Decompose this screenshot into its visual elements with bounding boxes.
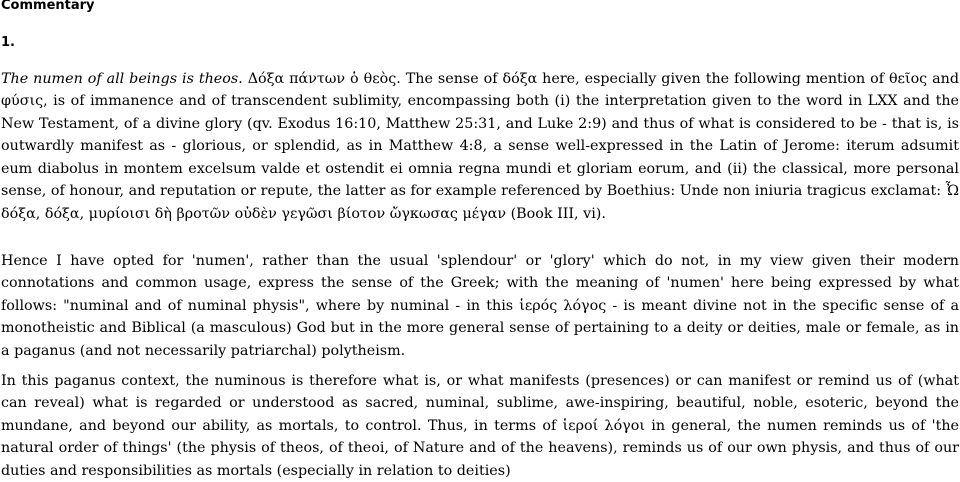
- paragraph-1-lead: The numen of all beings is theos.: [1, 71, 243, 87]
- paragraph-1-greek-lead: Δόξα πάντων ὁ θεὸς.: [247, 71, 401, 87]
- section-number: 1.: [1, 35, 15, 50]
- page-title: Commentary: [1, 0, 95, 13]
- paragraph-3: In this paganus context, the numinous is therefore what is, or what manifests (presences) or can manifest or remind us of (what can reveal) what is regarded or understood as sacred, numinal, sublime, awe-inspiring, beautiful, noble, esoteric, beyond the mundane, and beyond our ability, as mortals, to control. Thus, in terms of ἱεροί λόγοι in general, the numen reminds us of 'the natural order of things' (the physis of theos, of theoi, of Nature and of the heavens), reminds us of our own physis, and thus of our duties and responsibilities as mortals (especially in relation to deities): [1, 373, 959, 479]
- paragraph-1-body: The sense of δόξα here, especially given the following mention of θεῖος and φύσις, is of immanence and of transcendent sublimity, encompassing both (i) the interpretation given to the word in LXX and the New Testament, of a divine glory (qv. Exodus 16:10, Matthew 25:31, and Luke 2:9) and thus of what is considered to be - that is, is outwardly manifest as - glorious, or splendid, as in Matthew 4:8, a sense well-expressed in the Latin of Jerome: iterum adsumit eum diabolus in montem excelsum valde et ostendit ei omnia regna mundi et gloriam eorum, and (ii) the classical, more personal sense, of honour, and reputation or repute, the latter as for example referenced by Boethius: Unde non iniuria tragicus exclamat: Ὦ δόξα, δόξα, μυρίοισι δὴ βροτῶν οὐδὲν γεγῶσι βίοτον ὤγκωσας μέγαν (Book III, vi).: [1, 71, 960, 222]
- paragraph-1: [1, 68, 959, 225]
- paragraph-2: Hence I have opted for 'numen', rather than the usual 'splendour' or 'glory' which do not, in my view given their modern connotations and common usage, express the sense of the Greek; with the meaning of 'numen' here being expressed by what follows: "numinal and of numinal physis", where by numinal - in this ἱερός λόγος - is meant divine not in the specific sense of a monotheistic and Biblical (a masculous) God but in the more general sense of pertaining to a deity or deities, male or female, as in a paganus (and not necessarily patriarchal) polytheism.: [1, 253, 959, 359]
